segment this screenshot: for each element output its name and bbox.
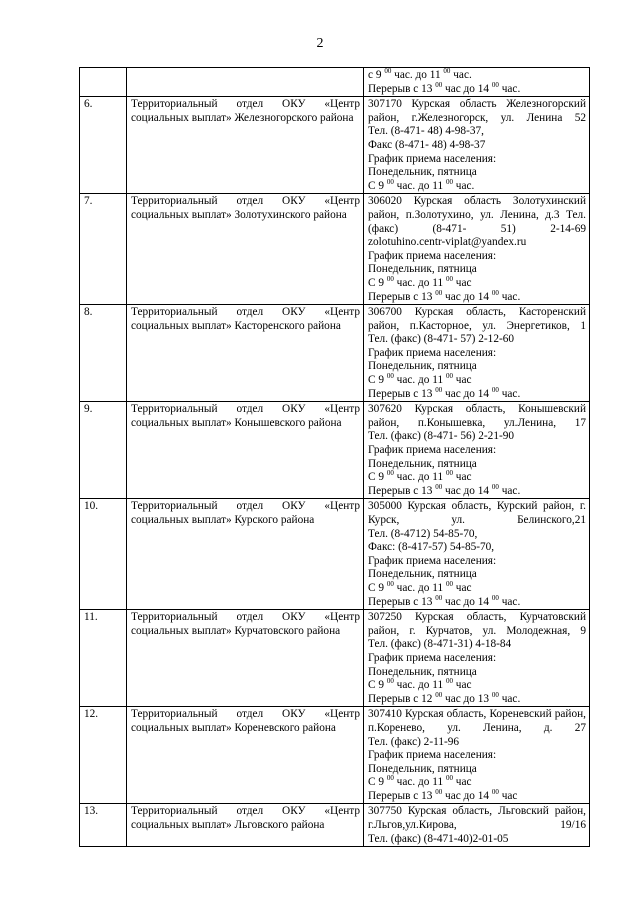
hours-line-post: час.: [452, 179, 475, 192]
break-line-s2: 00: [491, 690, 499, 699]
row-number: 12.: [80, 707, 127, 804]
break-line: [368, 787, 586, 804]
hours-line: [368, 776, 586, 790]
offices-table: [79, 67, 590, 847]
table-row: [80, 707, 590, 804]
schedule-days: Понедельник, пятница: [368, 568, 477, 581]
page-number: 2: [316, 36, 324, 51]
row-number: 9.: [80, 402, 127, 499]
break-line-s2: 00: [491, 482, 499, 491]
schedule-title: График приема населения:: [368, 749, 497, 762]
address: 307410 Курская область, Кореневский район, п.Коренево, ул. Ленина, д. 27: [368, 708, 586, 734]
contact-info-cell: [364, 194, 590, 305]
break-line-mid: час до 13: [442, 692, 492, 705]
table-row: [80, 402, 590, 499]
break-line-s2: 00: [491, 288, 499, 297]
hours-line-pre: С 9: [368, 276, 387, 289]
hours-line: с 9 $^{00}$ час. до 11 $^{00}$ час.: [368, 67, 472, 81]
break-line-s2: 00: [491, 593, 499, 602]
hours-line-mid: час. до 11: [393, 179, 446, 192]
break-line: [368, 482, 586, 499]
hours-line-pre: С 9: [368, 179, 387, 192]
break-line-s1: 00: [435, 482, 443, 491]
phone-line: Тел. (факс) (8-471-31) 4-18-84: [368, 638, 512, 651]
hours-line-s1: 00: [386, 469, 394, 478]
hours-line: [368, 374, 586, 388]
office-name: Территориальный отдел ОКУ «Центр социальных выплат» Кореневского района: [127, 707, 364, 804]
schedule-days: Понедельник, пятница: [368, 263, 477, 276]
break-line-s1: 00: [435, 385, 443, 394]
schedule-title: График приема населения:: [368, 554, 497, 567]
break-line-mid: час до 14: [442, 789, 492, 802]
table-row: [80, 194, 590, 305]
break-line-post: час: [498, 789, 518, 802]
hours-line: [368, 579, 586, 596]
office-name: Территориальный отдел ОКУ «Центр социальных выплат» Золотухинского района: [127, 194, 364, 305]
address: 307620 Курская область, Конышевский район, п.Конышевка, ул.Ленина, 17: [368, 403, 586, 429]
break-line-s2: 00: [491, 385, 499, 394]
hours-line-pre: С 9: [368, 374, 387, 387]
address: 307250 Курская область, Курчатовский район, г. Курчатов, ул. Молодежная, 9: [368, 611, 586, 637]
contact-info-cell: [364, 68, 590, 97]
hours-line-post: час: [452, 471, 472, 484]
break-line-pre: Перерыв с 13: [368, 387, 436, 400]
hours-line-s2: 00: [445, 274, 453, 283]
office-name: Территориальный отдел ОКУ «Центр социальных выплат» Курского района: [127, 499, 364, 610]
break-line-pre: Перерыв с 12: [368, 692, 436, 705]
table-row: [80, 610, 590, 707]
table-row: [80, 305, 590, 402]
contact-info-cell: [364, 305, 590, 402]
schedule-title: График приема населения:: [368, 152, 497, 165]
fax-line: Факс (8-471- 48) 4-98-37: [368, 138, 486, 151]
break-line: Перерыв с 13 $^{00}$ час до 14 $^{00}$ час.: [368, 80, 521, 95]
address: 305000 Курская область, Курский район, г. Курск, ул. Белинского,21: [368, 500, 586, 526]
hours-line-post: час: [452, 679, 472, 692]
break-line: [368, 690, 586, 707]
schedule-days: Понедельник, пятница: [368, 457, 477, 470]
break-line-mid: час до 14: [442, 484, 492, 497]
hours-line-mid: час. до 11: [393, 679, 446, 692]
break-line-pre: Перерыв с 13: [368, 789, 436, 802]
table-row: [80, 499, 590, 610]
hours-line-post: час: [452, 276, 472, 289]
hours-line-mid: час. до 11: [393, 276, 446, 289]
hours-line-s2: 00: [445, 579, 453, 588]
contact-info-cell: [364, 707, 590, 804]
schedule-title: График приема населения:: [368, 346, 497, 359]
break-line: [368, 593, 586, 610]
break-line-post: час.: [498, 484, 521, 497]
phone-line: Тел. (8-4712) 54-85-70,: [368, 527, 478, 540]
row-number-cell: [80, 68, 127, 97]
contact-info-cell: [364, 610, 590, 707]
hours-line-s1: 00: [386, 177, 394, 186]
schedule-days: Понедельник, пятница: [368, 166, 477, 179]
hours-line-s1: 00: [386, 677, 394, 686]
hours-line: [368, 471, 586, 485]
hours-line-pre: С 9: [368, 471, 387, 484]
schedule-title: График приема населения:: [368, 444, 497, 457]
hours-line-post: час: [452, 776, 472, 789]
hours-line-s1: 00: [386, 274, 394, 283]
break-line-post: час.: [498, 692, 521, 705]
hours-line: [368, 274, 586, 291]
hours-line: [368, 679, 586, 693]
address: 307750 Курская область, Льговский район, г.Льгов,ул.Кирова, 19/16: [368, 805, 586, 832]
break-line-s1: 00: [435, 288, 443, 297]
hours-line-pre: С 9: [368, 776, 387, 789]
phone-line: Тел. (факс) (8-471-40)2-01-05: [368, 832, 509, 845]
hours-line-s2: 00: [445, 372, 453, 381]
office-name: Территориальный отдел ОКУ «Центр социальных выплат» Курчатовского района: [127, 610, 364, 707]
office-name: Территориальный отдел ОКУ «Центр социальных выплат» Льговского района: [127, 804, 364, 847]
address: 307170 Курская область Железногорский район, г.Железногорск, ул. Ленина 52: [368, 98, 586, 124]
row-number: 11.: [80, 610, 127, 707]
hours-line-post: час: [452, 581, 472, 594]
break-line-s2: 00: [491, 787, 499, 796]
hours-line-s2: 00: [445, 677, 453, 686]
contact-info-cell: [364, 804, 590, 847]
phone-line: Тел. (8-471- 48) 4-98-37,: [368, 125, 484, 138]
break-line-pre: Перерыв с 13: [368, 595, 436, 608]
fax-line: Факс: (8-417-57) 54-85-70,: [368, 541, 495, 554]
break-line-post: час.: [498, 290, 521, 303]
contact-info-cell: [364, 499, 590, 610]
phone-line: Тел. (факс) (8-471- 57) 2-12-60: [368, 333, 515, 346]
phone-line: Тел. (факс) 2-11-96: [368, 735, 460, 748]
hours-line-pre: С 9: [368, 581, 387, 594]
break-line-s1: 00: [435, 787, 443, 796]
row-number: 7.: [80, 194, 127, 305]
break-line-mid: час до 14: [442, 387, 492, 400]
schedule-title: График приема населения:: [368, 651, 497, 664]
office-name: Территориальный отдел ОКУ «Центр социальных выплат» Конышевского района: [127, 402, 364, 499]
hours-line-s2: 00: [445, 774, 453, 783]
email-line: zolotuhino.centr-viplat@yandex.ru: [368, 236, 527, 249]
address: 306020 Курская область Золотухинский район, п.Золотухино, ул. Ленина, д.3 Тел. (факс) (8-471- 51) 2-14-69: [368, 195, 586, 235]
row-number: 10.: [80, 499, 127, 610]
break-line-pre: Перерыв с 13: [368, 484, 436, 497]
hours-line-s1: 00: [386, 579, 394, 588]
table-row: [80, 97, 590, 194]
schedule-days: Понедельник, пятница: [368, 762, 477, 775]
break-line-s1: 00: [435, 690, 443, 699]
break-line: [368, 288, 586, 305]
schedule-days: Понедельник, пятница: [368, 360, 477, 373]
break-line-post: час.: [498, 387, 521, 400]
table-row: [80, 804, 590, 847]
break-line-mid: час до 14: [442, 290, 492, 303]
hours-line-mid: час. до 11: [393, 581, 446, 594]
break-line-mid: час до 14: [442, 595, 492, 608]
table-body: [80, 68, 590, 847]
contact-info-cell: [364, 402, 590, 499]
hours-line-mid: час. до 11: [393, 471, 446, 484]
contact-info-cell: [364, 97, 590, 194]
row-number: 13.: [80, 804, 127, 847]
schedule-title: График приема населения:: [368, 249, 497, 262]
phone-line: Тел. (факс) (8-471- 56) 2-21-90: [368, 430, 515, 443]
address: 306700 Курская область, Касторенский район, п.Касторное, ул. Энергетиков, 1: [368, 306, 586, 332]
hours-line-s1: 00: [386, 372, 394, 381]
hours-line-s1: 00: [386, 774, 394, 783]
hours-line-s2: 00: [445, 177, 453, 186]
break-line-post: час.: [498, 595, 521, 608]
row-number: 8.: [80, 305, 127, 402]
break-line-s1: 00: [435, 593, 443, 602]
break-line: [368, 385, 586, 402]
hours-line-s2: 00: [445, 469, 453, 478]
hours-line-mid: час. до 11: [393, 374, 446, 387]
office-name-cell: [127, 68, 364, 97]
hours-line-pre: С 9: [368, 679, 387, 692]
row-number: 6.: [80, 97, 127, 194]
hours-line-mid: час. до 11: [393, 776, 446, 789]
table-row-continuation: [80, 68, 590, 97]
hours-line-post: час: [452, 374, 472, 387]
hours-line: [368, 177, 586, 194]
break-line-pre: Перерыв с 13: [368, 290, 436, 303]
office-name: Территориальный отдел ОКУ «Центр социальных выплат» Касторенского района: [127, 305, 364, 402]
office-name: Территориальный отдел ОКУ «Центр социальных выплат» Железногорского района: [127, 97, 364, 194]
schedule-days: Понедельник, пятница: [368, 665, 477, 678]
